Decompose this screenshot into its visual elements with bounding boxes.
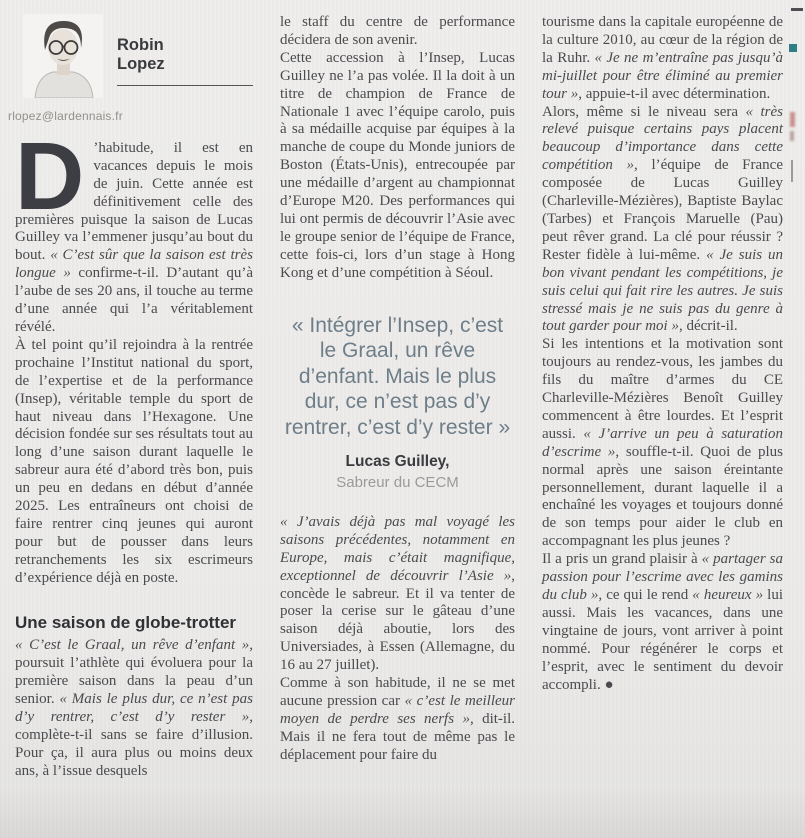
page-edge-teal-square xyxy=(789,44,797,52)
paragraph: le staff du centre de performance décidera de son avenir. xyxy=(280,14,515,48)
paragraph-text: ’habitude, il est en vacances depuis le mois de juin. Cette année est définitivement celle des premières puisque la saison de Lucas Guilley va l’emmener jusqu’au bout du bout. « C’est sûr que la saison est très longue » confirme-t-il. D’autant qu’à l’aube de ses 20 ans, il touche au terme d’une année qui l’a véritablement révélé. xyxy=(15,139,254,335)
page-edge-red-mark-2 xyxy=(790,131,794,141)
paragraph: « C’est le Graal, un rêve d’enfant », poursuit l’athlète qui évoluera pour la première saison dans la peau d’un senior. « Mais le plus dur, ce n’est pas d’y rentrer, c’est d’y rester », complète-t-il sans se faire d’illusion. Pour ça, il aura plus ou moins deux ans, à l’issue desquels xyxy=(15,637,253,779)
paragraph: « J’avais déjà pas mal voyagé les saisons précédentes, notamment en Europe, mais c’était magnifique, exceptionnel de découvrir l’Asie », concède le sabreur. Et il va tenter de poser la cerise sur le gâteau d’une saison déjà aboutie, lors des Universiades, à Essen (Allemagne, du 16 au 27 juillet). xyxy=(280,513,515,674)
paragraph: tourisme dans la capitale européenne de la culture 2010, au cœur de la région de la Ruhr. « Je ne m’entraîne pas jusqu’à mi-juillet pour être éliminé au premier tour », appuie-t-il avec détermination. xyxy=(542,14,783,102)
article-column-3 xyxy=(542,14,783,781)
page-edge-red-mark xyxy=(790,112,795,127)
author-byline xyxy=(8,14,253,126)
paragraph: Comme à son habitude, il ne se met aucune pression car « c’est le meilleur moyen de perdre ses nerfs », dit-il. Mais il ne fera tout de même pas le déplacement pour faire du xyxy=(280,675,516,763)
pull-quote-role: Sabreur du CECM xyxy=(336,474,459,491)
byline-divider xyxy=(117,85,253,86)
pull-quote-text: « Intégrer l’Insep, c’est le Graal, un rêve d’enfant. Mais le plus dur, ce n’est pas d’y rentrer, c’est d’y rester » xyxy=(284,313,511,439)
author-portrait-icon xyxy=(23,14,103,98)
paragraph-intro xyxy=(15,122,254,337)
author-photo xyxy=(23,14,103,98)
article-column-2 xyxy=(280,14,515,781)
drop-cap: D xyxy=(15,122,85,230)
section-subhead: Une saison de globe-trotter xyxy=(15,612,237,632)
paragraph: Alors, même si le niveau sera « très relevé puisque certains pays placent beaucoup d’importance dans cette compétition », l’équipe de France composée de Lucas Guilley (Charleville-Mézières), Baptiste Baylac (Tarbes) et François Maruelle (Pau) peut rêver grand. La clé pour réussir ? Rester fidèle à lui-même. « Je suis un bon vivant pendant les compétitions, je suis celui qui fait rire les autres. Je suis stressé mais je ne suis pas du genre à tout garder pour moi », décrit-il. xyxy=(542,103,784,335)
author-name: Robin Lopez xyxy=(117,36,165,74)
pull-quote-author: Lucas Guilley, xyxy=(345,453,450,471)
article-column-1 xyxy=(8,14,254,781)
paragraph: Si les intentions et la motivation sont toujours au rendez-vous, les jambes du fils du maître d’armes du CE Charleville-Mézières Benoît Guilley commencent à être lourdes. Et l’esprit aussi. « J’arrive un peu à saturation d’escrime », souffle-t-il. Quoi de plus normal après une saison éreintante personnellement, durant laquelle il a enchaîné les voyages et toujours donné de son temps pour aider le club en accompagnant les plus jeunes ? xyxy=(542,336,783,550)
pull-quote xyxy=(282,313,513,492)
page-edge-line-mark xyxy=(791,160,793,182)
paragraph: À tel point qu’il rejoindra à la rentrée prochaine l’Institut national du sport, de l’expertise et de la performance (Insep), véritable temple du sport de haut niveau dans l’Hexagone. Une décision fondée sur ses résultats tout au long d’une saison durant laquelle le sabreur aura été d’abord très bon, puis un peu en dedans en début d’année 2025. Les entraîneurs ont choisi de faire rentrer cinq jeunes qui auront pour but de pousser dans leurs retranchements les six escrimeurs d’expérience déjà en poste. xyxy=(15,336,253,586)
paragraph-closing: Il a pris un grand plaisir à « partager sa passion pour l’escrime avec les gamins du club », ce qui le rend « heureux » lui aussi. Mais les vacances, dans une vingtaine de jours, vont arriver à point nommé. Pour régénérer le corps et l’esprit, avec le sentiment du devoir accompli. ● xyxy=(542,551,784,693)
paragraph: Cette accession à l’Insep, Lucas Guilley ne l’a pas volée. Il la doit à un titre de champion de France de Nationale 1 avec l’équipe carolo, puis à sa médaille acquise par équipes à la manche de coupe du Monde juniors de Boston (États-Unis), entrecoupée par une médaille d’argent au championnat d’Europe M20. Des performances qui lui ont permis de découvrir l’Asie avec le groupe senior de l’équipe de France, cette fois-ci, lors d’un stage à Hong Kong et d’une compétition à Séoul. xyxy=(280,49,515,281)
author-email: rlopez@lardennais.fr xyxy=(8,109,123,123)
page-edge-dash-mark xyxy=(791,8,803,11)
